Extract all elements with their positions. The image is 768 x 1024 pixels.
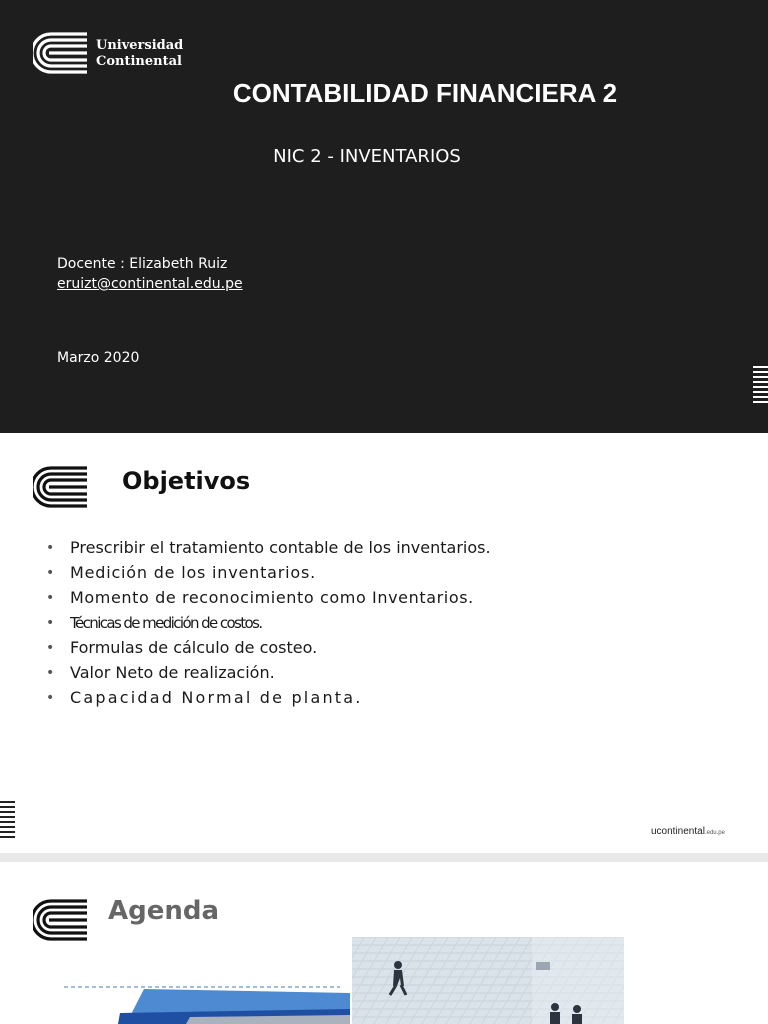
university-logo-icon xyxy=(33,899,89,941)
list-item: • Formulas de cálculo de costeo. xyxy=(46,638,318,657)
objectives-slide xyxy=(0,433,768,853)
list-item: • Medición de los inventarios. xyxy=(46,563,317,582)
blue-shapes-decoration xyxy=(100,987,360,1024)
bullet-icon: • xyxy=(46,565,56,581)
objectives-list xyxy=(46,538,566,713)
title-slide xyxy=(0,0,768,433)
slide-separator xyxy=(0,853,768,862)
presentation-date: Marzo 2020 xyxy=(57,350,140,366)
brand-main: ucontinental xyxy=(651,826,705,837)
brand-footer xyxy=(651,826,725,837)
list-item: • Momento de reconocimiento como Inventarios. xyxy=(46,588,474,607)
logo-line-1: Universidad xyxy=(96,38,184,53)
university-logo-icon xyxy=(33,466,89,508)
logo-line-2: Continental xyxy=(96,54,182,69)
bullet-icon: • xyxy=(46,690,57,706)
business-people-photo xyxy=(352,937,624,1024)
objectives-heading: Objetivos xyxy=(122,467,251,495)
list-item: • Técnicas de medición de costos. xyxy=(46,614,262,632)
bullet-icon: • xyxy=(46,615,53,631)
bullet-icon: • xyxy=(46,665,55,681)
bullet-icon: • xyxy=(46,590,55,606)
course-title: CONTABILIDAD FINANCIERA 2 xyxy=(232,78,618,108)
stripes-decoration-icon xyxy=(753,366,768,406)
agenda-heading: Agenda xyxy=(108,896,220,926)
brand-suffix: .edu.pe xyxy=(704,830,725,836)
list-item: • Prescribir el tratamiento contable de los inventarios. xyxy=(46,538,491,557)
agenda-slide xyxy=(0,862,768,1024)
teacher-info xyxy=(57,254,243,294)
university-logo-icon xyxy=(33,32,89,74)
bullet-icon: • xyxy=(46,540,55,556)
university-logo-text xyxy=(96,38,183,70)
bullet-icon: • xyxy=(46,640,55,656)
course-subtitle: NIC 2 - INVENTARIOS xyxy=(273,146,461,167)
list-item: • Valor Neto de realización. xyxy=(46,663,275,682)
stripes-decoration-icon xyxy=(0,801,15,841)
teacher-name: Docente : Elizabeth Ruiz xyxy=(57,256,228,272)
teacher-email-link[interactable]: eruizt@continental.edu.pe xyxy=(57,276,243,292)
list-item: • Capacidad Normal de planta. xyxy=(46,688,363,707)
